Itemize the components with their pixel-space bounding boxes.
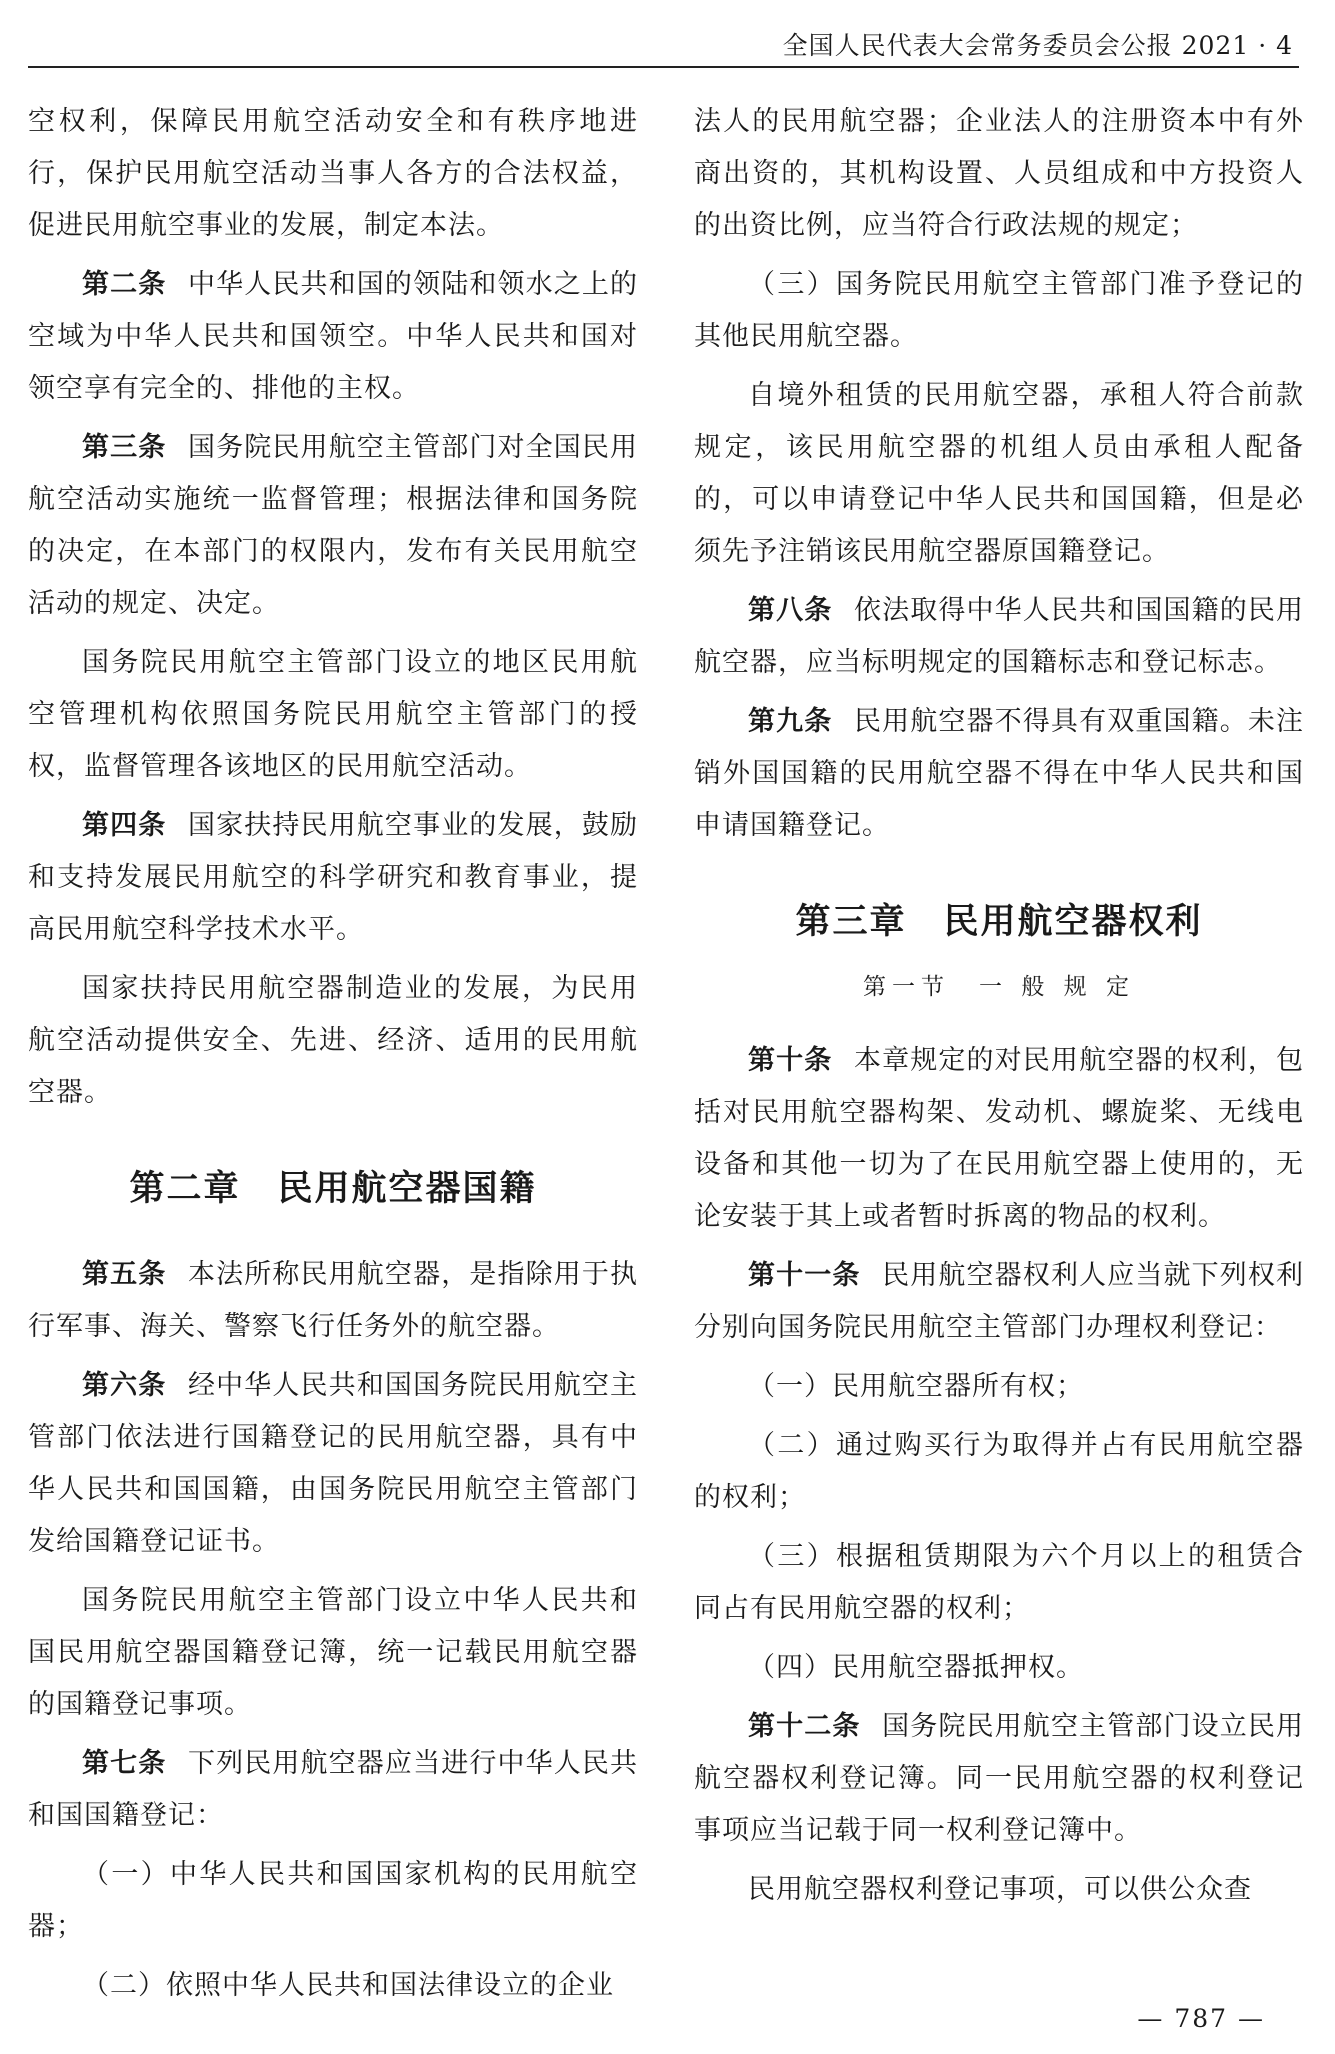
article-label: 第十一条 [748, 1260, 861, 1291]
article-label: 第三条 [82, 432, 167, 463]
paragraph-text: 国务院民用航空主管部门设立中华人民共和国民用航空器国籍登记簿，统一记载民用航空器的国籍登记事项。 [28, 1585, 638, 1720]
chapter-heading: 第二章 民用航空器国籍 [129, 1169, 537, 1209]
paragraph-text: （三）国务院民用航空主管部门准予登记的其他民用航空器。 [694, 269, 1304, 352]
paragraph-text: 国家扶持民用航空器制造业的发展，为民用航空活动提供安全、先进、经济、适用的民用航空器。 [28, 973, 638, 1108]
paragraph [694, 1035, 1304, 1243]
paragraph-text: （三）根据租赁期限为六个月以上的租赁合同占有民用航空器的权利； [694, 1541, 1304, 1624]
article-label: 第四条 [82, 810, 167, 841]
paragraph-text: 自境外租赁的民用航空器，承租人符合前款规定，该民用航空器的机组人员由承租人配备的，可以申请登记中华人民共和国国籍，但是必须先予注销该民用航空器原国籍登记。 [694, 380, 1304, 567]
paragraph [28, 1849, 638, 1953]
article-label: 第七条 [82, 1748, 167, 1779]
gazette-title: 全国人民代表大会常务委员会公报 2021 · 4 [782, 31, 1293, 60]
paragraph-text: 国务院民用航空主管部门设立的地区民用航空管理机构依照国务院民用航空主管部门的授权，监督管理各该地区的民用航空活动。 [28, 647, 638, 782]
paragraph [694, 1701, 1304, 1857]
paragraph [694, 1864, 1304, 1916]
paragraph-text: 国家扶持民用航空事业的发展，鼓励和支持发展民用航空的科学研究和教育事业，提高民用航空科学技术水平。 [28, 810, 639, 945]
paragraph-text: 本法所称民用航空器，是指除用于执行军事、海关、警察飞行任务外的航空器。 [28, 1259, 639, 1342]
page-number: — 787 — [1137, 2004, 1265, 2033]
paragraph [694, 1361, 1304, 1413]
paragraph [28, 1360, 638, 1568]
chapter-heading: 第三章 民用航空器权利 [795, 902, 1203, 942]
paragraph-text: 中华人民共和国的领陆和领水之上的空域为中华人民共和国领空。中华人民共和国对领空享有完全的、排他的主权。 [28, 269, 639, 404]
paragraph [28, 800, 638, 956]
article-label: 第十条 [748, 1045, 833, 1076]
paragraph-text: 本章规定的对民用航空器的权利，包括对民用航空器构架、发动机、螺旋桨、无线电设备和其他一切为了在民用航空器上使用的，无论安装于其上或者暂时拆离的物品的权利。 [694, 1045, 1305, 1232]
paragraph-text: 民用航空器不得具有双重国籍。未注销外国国籍的民用航空器不得在中华人民共和国申请国籍登记。 [694, 706, 1305, 841]
paragraph [28, 259, 638, 415]
paragraph-text: （二）通过购买行为取得并占有民用航空器的权利； [694, 1430, 1304, 1513]
paragraph-text: （一）民用航空器所有权； [748, 1371, 1084, 1402]
paragraph-text: 空权利，保障民用航空活动安全和有秩序地进行，保护民用航空活动当事人各方的合法权益，促进民用航空事业的发展，制定本法。 [28, 106, 638, 241]
paragraph-text: （四）民用航空器抵押权。 [748, 1652, 1084, 1683]
paragraph [694, 1642, 1304, 1694]
paragraph [28, 422, 638, 630]
paragraph [28, 637, 638, 793]
page-header [28, 22, 1299, 68]
article-label: 第八条 [748, 595, 833, 626]
paragraph-text: （一）中华人民共和国国家机构的民用航空器； [28, 1859, 638, 1942]
article-label: 第二条 [82, 269, 167, 300]
paragraph-text: 经中华人民共和国国务院民用航空主管部门依法进行国籍登记的民用航空器，具有中华人民共和国国籍，由国务院民用航空主管部门发给国籍登记证书。 [28, 1370, 639, 1557]
article-label: 第五条 [82, 1259, 167, 1290]
paragraph [694, 370, 1304, 578]
paragraph-text: （二）依照中华人民共和国法律设立的企业 [82, 1970, 614, 2001]
article-label: 第九条 [748, 706, 833, 737]
paragraph [28, 1575, 638, 1731]
article-label: 第六条 [82, 1370, 167, 1401]
paragraph-text: 民用航空器权利登记事项，可以供公众查 [748, 1874, 1252, 1905]
paragraph [694, 585, 1304, 689]
right-column [694, 96, 1304, 1923]
paragraph-text: 国务院民用航空主管部门对全国民用航空活动实施统一监督管理；根据法律和国务院的决定，在本部门的权限内，发布有关民用航空活动的规定、决定。 [28, 432, 639, 619]
paragraph [694, 1531, 1304, 1635]
paragraph [28, 1249, 638, 1353]
article-label: 第十二条 [748, 1711, 861, 1742]
paragraph [694, 1250, 1304, 1354]
paragraph [694, 696, 1304, 852]
paragraph-text: 下列民用航空器应当进行中华人民共和国国籍登记： [28, 1748, 639, 1831]
paragraph-text: 国务院民用航空主管部门设立民用航空器权利登记簿。同一民用航空器的权利登记事项应当记载于同一权利登记簿中。 [694, 1711, 1305, 1846]
paragraph [694, 259, 1304, 363]
paragraph [28, 1960, 638, 2012]
left-column [28, 96, 638, 2019]
paragraph-text: 民用航空器权利人应当就下列权利分别向国务院民用航空主管部门办理权利登记： [694, 1260, 1305, 1343]
paragraph [694, 1420, 1304, 1524]
paragraph [28, 1738, 638, 1842]
paragraph [28, 963, 638, 1119]
paragraph [694, 96, 1304, 252]
paragraph [28, 96, 638, 252]
paragraph-text: 法人的民用航空器；企业法人的注册资本中有外商出资的，其机构设置、人员组成和中方投资人的出资比例，应当符合行政法规的规定； [694, 106, 1304, 241]
section-heading: 第一节 一 般 规 定 [863, 974, 1135, 1000]
paragraph-text: 依法取得中华人民共和国国籍的民用航空器，应当标明规定的国籍标志和登记标志。 [694, 595, 1305, 678]
